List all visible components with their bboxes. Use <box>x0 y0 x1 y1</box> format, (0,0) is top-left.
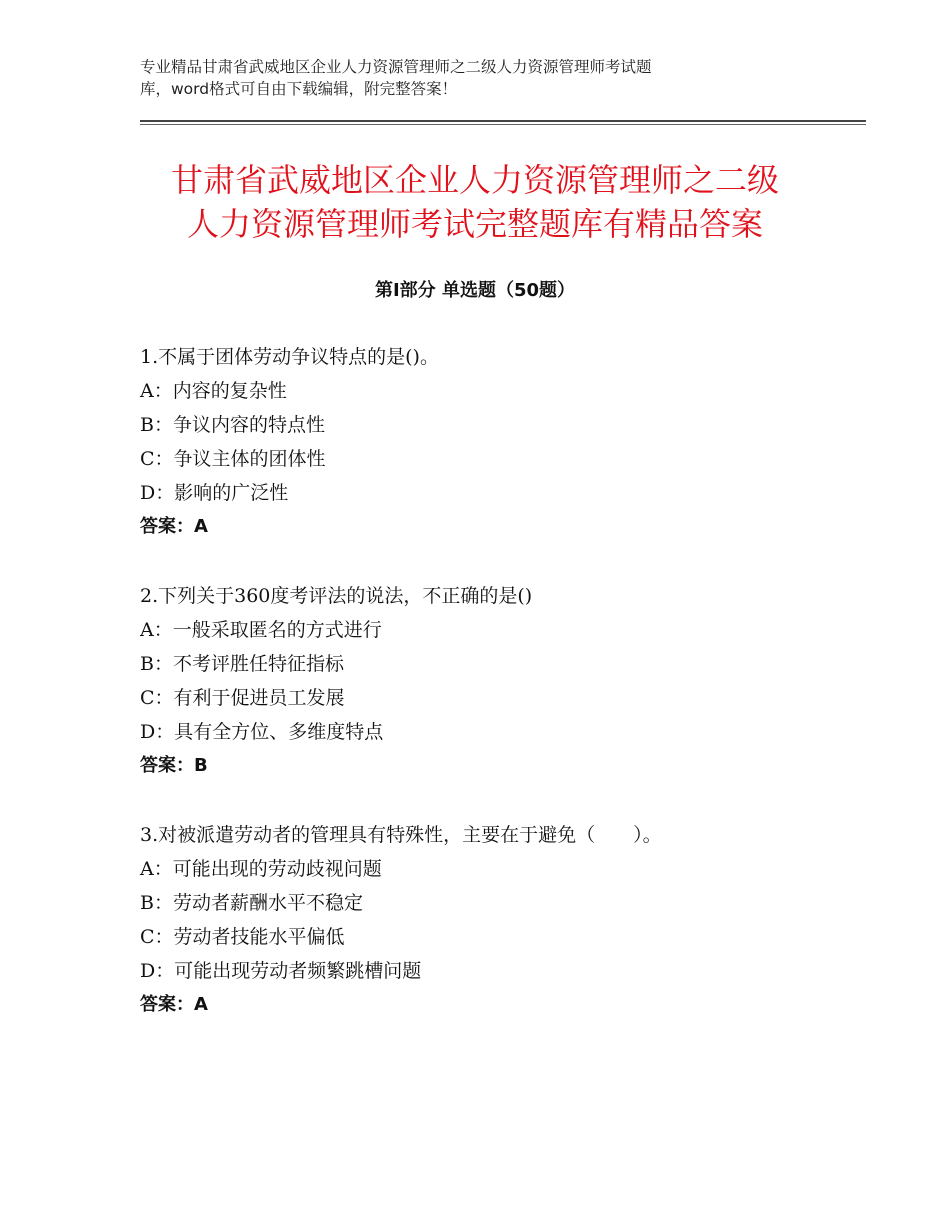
header-divider <box>140 120 866 125</box>
option-a: A：内容的复杂性 <box>140 380 287 402</box>
answer-label: 答案：A <box>140 516 208 537</box>
header-note-line-2: 库，word格式可自由下载编辑，附完整答案！ <box>140 80 458 98</box>
header-note-line-1: 专业精品甘肃省武威地区企业人力资源管理师之二级人力资源管理师考试题 <box>140 58 652 76</box>
header-note <box>140 56 860 100</box>
option-b: B：不考评胜任特征指标 <box>140 653 344 675</box>
answer-label: 答案：B <box>140 755 208 776</box>
option-a: A：一般采取匿名的方式进行 <box>140 619 382 641</box>
option-b: B：劳动者薪酬水平不稳定 <box>140 892 363 914</box>
question-2 <box>140 579 860 783</box>
document-title-line-1: 甘肃省武威地区企业人力资源管理师之二级 <box>170 161 779 199</box>
question-stem: 2.下列关于360度考评法的说法，不正确的是() <box>140 585 533 607</box>
option-c: C：争议主体的团体性 <box>140 448 326 470</box>
answer-label: 答案：A <box>140 994 208 1015</box>
question-1 <box>140 340 860 544</box>
option-a: A：可能出现的劳动歧视问题 <box>140 858 382 880</box>
document-title <box>100 158 850 246</box>
question-3 <box>140 818 860 1022</box>
question-stem: 3.对被派遣劳动者的管理具有特殊性，主要在于避免（ ）。 <box>140 824 662 846</box>
option-d: D：可能出现劳动者频繁跳槽问题 <box>140 960 422 982</box>
section-heading: 第Ⅰ部分 单选题（50题） <box>374 280 575 301</box>
option-b: B：争议内容的特点性 <box>140 414 325 436</box>
document-title-line-2: 人力资源管理师考试完整题库有精品答案 <box>186 205 763 243</box>
option-d: D：影响的广泛性 <box>140 482 289 504</box>
option-c: C：有利于促进员工发展 <box>140 687 345 709</box>
option-c: C：劳动者技能水平偏低 <box>140 926 345 948</box>
header-divider-thin <box>140 124 866 125</box>
question-stem: 1.不属于团体劳动争议特点的是()。 <box>140 346 439 368</box>
header-divider-thick <box>140 120 866 122</box>
option-d: D：具有全方位、多维度特点 <box>140 721 384 743</box>
